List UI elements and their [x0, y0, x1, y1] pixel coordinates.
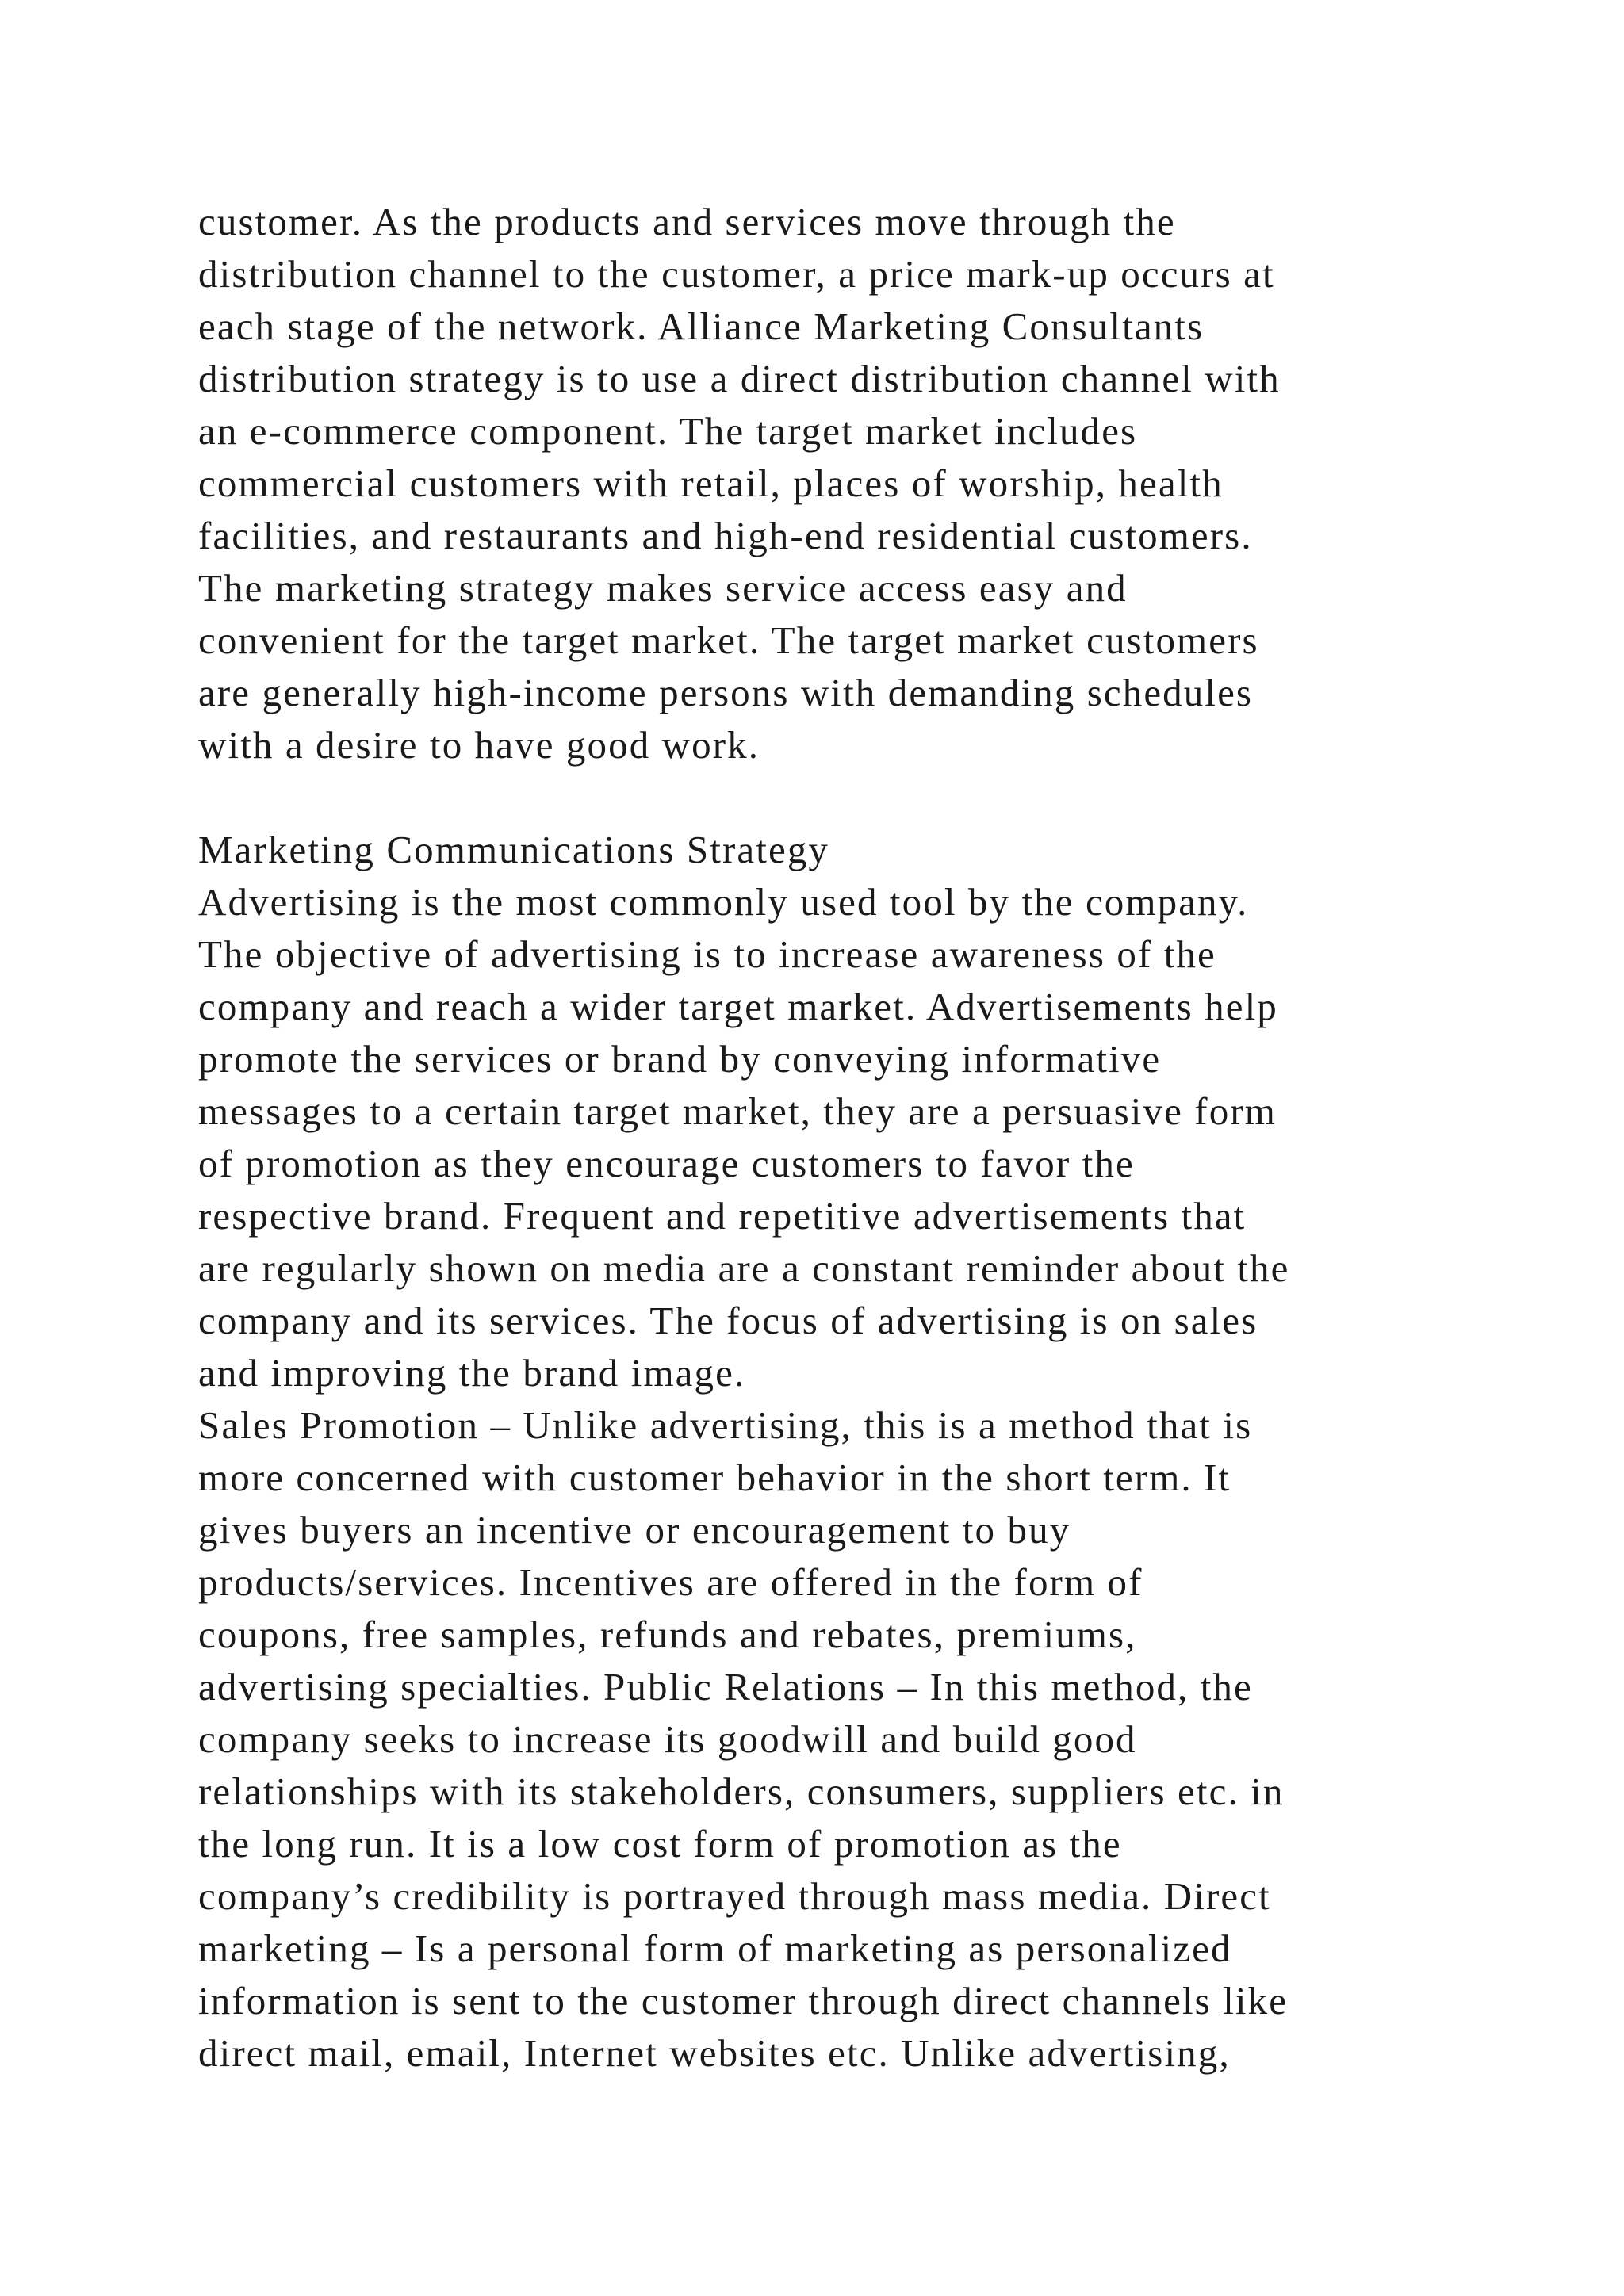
text-line: messages to a certain target market, they are a persuasive form — [198, 1089, 1277, 1133]
text-line: coupons, free samples, refunds and rebates, premiums, — [198, 1613, 1137, 1656]
text-line: marketing – Is a personal form of marketing as personalized — [198, 1927, 1232, 1970]
section-heading: Marketing Communications Strategy — [198, 828, 830, 871]
text-line: company and reach a wider target market. Advertisements help — [198, 985, 1278, 1028]
text-line: each stage of the network. Alliance Marketing Consultants — [198, 304, 1205, 348]
text-line: facilities, and restaurants and high-end residential customers. — [198, 514, 1253, 557]
text-line: The marketing strategy makes service access easy and — [198, 566, 1128, 610]
text-line: customer. As the products and services move through the — [198, 200, 1176, 243]
text-line: are regularly shown on media are a constant reminder about the — [198, 1246, 1290, 1290]
text-line: gives buyers an incentive or encouragement to buy — [198, 1508, 1071, 1552]
paragraph-distribution — [198, 196, 1546, 771]
text-line: distribution strategy is to use a direct distribution channel with — [198, 357, 1281, 400]
text-line: and improving the brand image. — [198, 1351, 746, 1395]
text-line: direct mail, email, Internet websites etc. Unlike advertising, — [198, 2031, 1231, 2075]
text-line: information is sent to the customer through direct channels like — [198, 1979, 1289, 2022]
text-line: an e-commerce component. The target market includes — [198, 409, 1138, 453]
text-line: of promotion as they encourage customers to favor the — [198, 1142, 1135, 1185]
text-line: commercial customers with retail, places of worship, health — [198, 461, 1224, 505]
text-line: Advertising is the most commonly used tool by the company. — [198, 880, 1249, 924]
text-line: respective brand. Frequent and repetitive advertisements that — [198, 1194, 1247, 1238]
text-line: more concerned with customer behavior in the short term. It — [198, 1456, 1231, 1499]
text-line: company seeks to increase its goodwill and build good — [198, 1717, 1137, 1761]
text-line: company and its services. The focus of advertising is on sales — [198, 1299, 1258, 1342]
text-line: are generally high-income persons with demanding schedules — [198, 671, 1254, 714]
text-line: with a desire to have good work. — [198, 723, 760, 767]
text-line: company’s credibility is portrayed through mass media. Direct — [198, 1874, 1271, 1918]
section-marketing-communications — [198, 824, 1546, 2080]
text-line: The objective of advertising is to increase awareness of the — [198, 932, 1216, 976]
text-line: relationships with its stakeholders, consumers, suppliers etc. in — [198, 1770, 1285, 1813]
text-line: promote the services or brand by conveying informative — [198, 1037, 1162, 1081]
text-line: products/services. Incentives are offered in the form of — [198, 1560, 1143, 1604]
text-line: Sales Promotion – Unlike advertising, this is a method that is — [198, 1403, 1253, 1447]
text-line: distribution channel to the customer, a price mark-up occurs at — [198, 252, 1275, 296]
text-line: the long run. It is a low cost form of promotion as the — [198, 1822, 1122, 1866]
text-line: advertising specialties. Public Relations – In this method, the — [198, 1665, 1253, 1709]
text-line: convenient for the target market. The target market customers — [198, 618, 1259, 662]
